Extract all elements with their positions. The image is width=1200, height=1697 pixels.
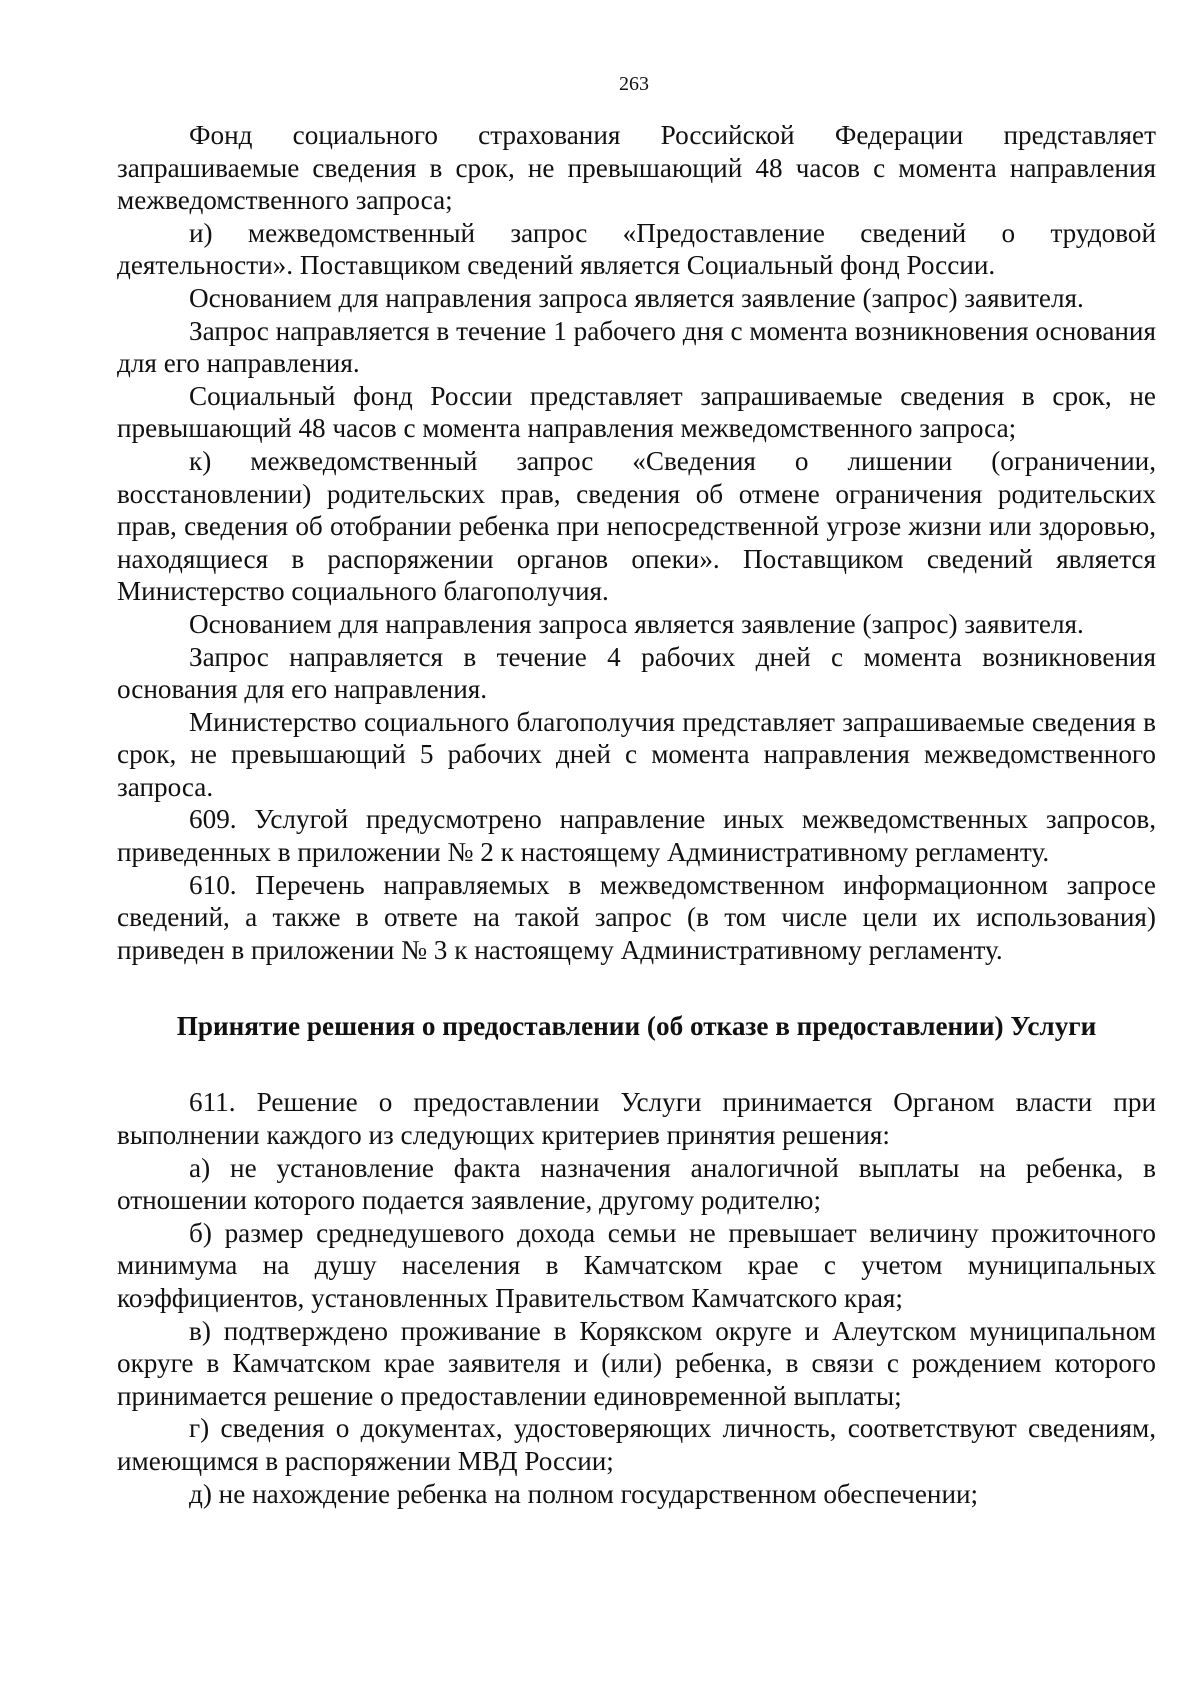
paragraph-sfr-response: Социальный фонд России представляет запрашиваемые сведения в срок, не превышающий 48 часов с момента направления межведомственного запроса; — [117, 380, 1156, 444]
paragraph-deadline: Запрос направляется в течение 1 рабочего дня с момента возникновения основания для его направления. — [117, 315, 1156, 379]
paragraph-ministry-response: Министерство социального благополучия представляет запрашиваемые сведения в срок, не превышающий 5 рабочих дней с момента направления межведомственного запроса. — [117, 706, 1156, 802]
paragraph-basis: Основанием для направления запроса является заявление (запрос) заявителя. — [189, 608, 1084, 639]
paragraph-item-b: б) размер среднедушевого дохода семьи не превышает величину прожиточного минимума на душу населения в Камчатском крае с учетом муниципальных коэффициентов, установленных Правительством Камчатского края; — [117, 1217, 1156, 1313]
paragraph-deadline: Запрос направляется в течение 4 рабочих дней с момента возникновения основания для его направления. — [117, 641, 1156, 705]
paragraph-610: 610. Перечень направляемых в межведомственном информационном запросе сведений, а также в ответе на такой запрос (в том числе цели их использования) приведен в приложении № 3 к настоящему Административному регламенту. — [117, 869, 1156, 965]
paragraph-item-i: и) межведомственный запрос «Предоставление сведений о трудовой деятельности». Поставщиком сведений является Социальный фонд России. — [117, 217, 1156, 281]
paragraph-item-d: д) не нахождение ребенка на полном государственном обеспечении; — [189, 1478, 979, 1509]
paragraph-609: 609. Услугой предусмотрено направление иных межведомственных запросов, приведенных в приложении № 2 к настоящему Административному регламенту. — [117, 804, 1156, 868]
paragraph-item-g: г) сведения о документах, удостоверяющих личность, соответствуют сведениям, имеющимся в распоряжении МВД России; — [117, 1413, 1156, 1476]
paragraph-item-k: к) межведомственный запрос «Сведения о лишении (ограничении, восстановлении) родительских прав, сведения об отмене ограничения родительских прав, сведения об отобрании ребенка при непосредственной угрозе жизни или здоровью, находящиеся в распоряжении органов опеки». Поставщиком сведений является Министерство социального благополучия. — [117, 445, 1156, 607]
paragraph-basis: Основанием для направления запроса является заявление (запрос) заявителя. — [189, 282, 1084, 313]
paragraph-item-v: в) подтверждено проживание в Корякском округе и Алеутском муниципальном округе в Камчатском крае заявителя и (или) ребенка, в связи с рождением которого принимается решение о предоставлении единовременной выплаты; — [117, 1315, 1156, 1411]
paragraph-item-a: а) не установление факта назначения аналогичной выплаты на ребенка, в отношении которого подается заявление, другому родителю; — [117, 1152, 1156, 1216]
section-heading: Принятие решения о предоставлении (об отказе в предоставлении) Услуги — [176, 1011, 1097, 1042]
document-body — [117, 119, 1156, 1510]
paragraph-fss-response: Фонд социального страхования Российской Федерации представляет запрашиваемые сведения в срок, не превышающий 48 часов с момента направления межведомственного запроса; — [117, 120, 1156, 216]
page-number: 263 — [619, 73, 649, 95]
paragraph-611: 611. Решение о предоставлении Услуги принимается Органом власти при выполнении каждого из следующих критериев принятия решения: — [117, 1087, 1156, 1151]
